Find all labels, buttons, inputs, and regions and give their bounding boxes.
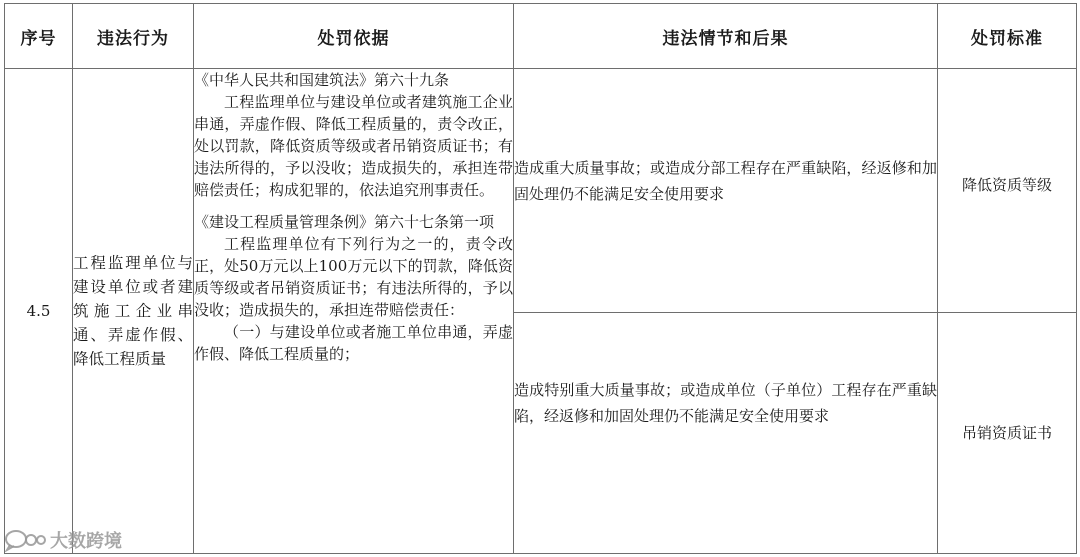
penalty-basis	[194, 69, 514, 554]
circumstance-1: 造成重大质量事故；或造成分部工程存在严重缺陷，经返修和加固处理仍不能满足安全使用要求	[514, 69, 938, 313]
header-standard: 处罚标准	[938, 4, 1077, 69]
standard-1: 降低资质等级	[938, 69, 1077, 313]
header-no: 序号	[5, 4, 73, 69]
basis-2-title: 《建设工程质量管理条例》第六十七条第一项	[194, 213, 495, 231]
basis-2-body: 工程监理单位有下列行为之一的，责令改正，处50万元以上100万元以下的罚款，降低资质等级或者吊销资质证书；有违法所得的，予以没收；造成损失的，承担连带赔偿责任：	[194, 235, 513, 319]
chat-bubble-icon	[4, 528, 46, 552]
row-number: 4.5	[5, 69, 73, 554]
header-act: 违法行为	[73, 4, 194, 69]
watermark	[4, 527, 122, 553]
standard-2: 吊销资质证书	[938, 313, 1077, 554]
violation-act: 工程监理单位与建设单位或者建筑施工企业串通、弄虚作假、降低工程质量	[73, 69, 194, 554]
penalty-table	[4, 3, 1077, 554]
basis-1-title: 《中华人民共和国建筑法》第六十九条	[194, 71, 450, 89]
basis-2-item: （一）与建设单位或者施工单位串通，弄虚作假、降低工程质量的；	[194, 323, 513, 363]
table-row	[5, 69, 1077, 313]
basis-1-body: 工程监理单位与建设单位或者建筑施工企业串通，弄虚作假、降低工程质量的，责令改正，处以罚款，降低资质等级或者吊销资质证书；有违法所得的，予以没收；造成损失的，承担连带赔偿责任；构成犯罪的，依法追究刑事责任。	[194, 93, 513, 199]
header-circumstance: 违法情节和后果	[514, 4, 938, 69]
circumstance-2: 造成特别重大质量事故；或造成单位（子单位）工程存在严重缺陷，经返修和加固处理仍不能满足安全使用要求	[514, 313, 938, 554]
watermark-text: 大数跨境	[50, 531, 122, 552]
header-basis: 处罚依据	[194, 4, 514, 69]
header-row	[5, 4, 1077, 69]
